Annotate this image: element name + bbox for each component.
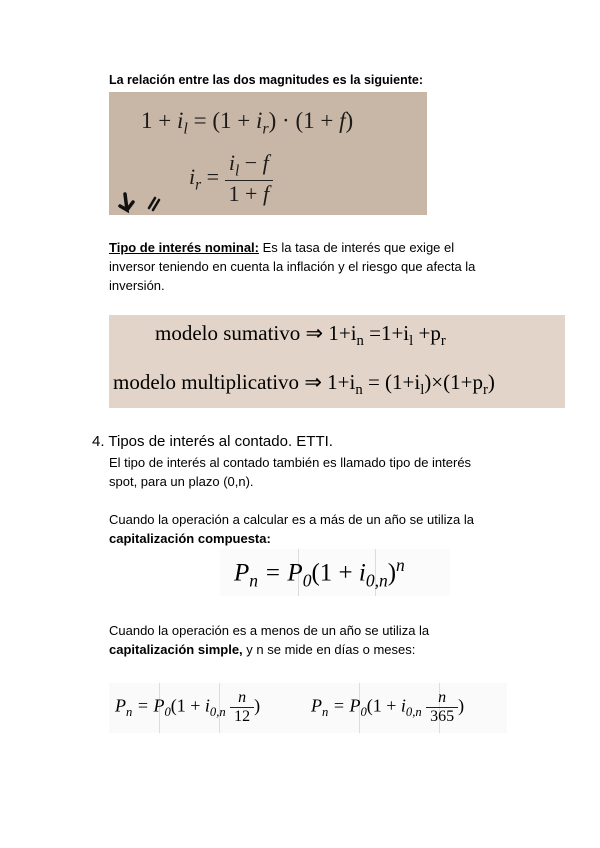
spot-rate-line1: El tipo de interés al contado también es llamado tipo de interés <box>109 455 472 470</box>
simple-intro-line1: Cuando la operación es a menos de un año se utiliza la <box>109 623 430 638</box>
real-rate-formula: $i_r$ = $\frac{i_l - f}{1 + f}$ <box>189 150 273 207</box>
compound-intro-bold: capitalización compuesta: <box>109 531 271 546</box>
real-interest-formula-image <box>109 92 427 215</box>
simple-capitalization-formula-image <box>109 683 507 733</box>
section-4-title: 4. Tipos de interés al contado. ETTI. <box>92 433 333 450</box>
simple-formula-days: $P_n = P_0(1 + i_{0,n}$ $\frac{n}{365}$ ) <box>311 689 465 725</box>
additive-model-formula: modelo sumativo ⇒ $1+i_n =1+i_l +p_r$ <box>155 321 446 350</box>
nominal-definition-line3: inversión. <box>109 278 165 293</box>
compound-intro-line1: Cuando la operación a calcular es a más de un año se utiliza la <box>109 512 474 527</box>
simple-intro-line2: capitalización simple, y n se mide en días o meses: <box>109 642 416 657</box>
nominal-definition-line1: Tipo de interés nominal: Es la tasa de interés que exige el <box>109 240 455 255</box>
nominal-definition-line2: inversor teniendo en cuenta la inflación y el riesgo que afecta la <box>109 259 476 274</box>
simple-formula-months: $P_n = P_0(1 + i_{0,n}$ $\frac{n}{12}$ ) <box>115 689 261 725</box>
compound-formula: $P_n = P_0(1 + i_{0,n})^n$ <box>234 555 405 591</box>
hand-drawn-marks <box>115 192 165 215</box>
fisher-equation: $1 + i_l = (1 + i_r) \cdot (1 + f)$ <box>141 108 354 138</box>
multiplicative-model-formula: modelo multiplicativo ⇒ $1+i_n = (1+i_l)\times(1+p_r)$ <box>113 370 495 399</box>
nominal-term: Tipo de interés nominal: <box>109 240 260 255</box>
relation-heading: La relación entre las dos magnitudes es la siguiente: <box>109 73 423 87</box>
spot-rate-line2: spot, para un plazo (0,n). <box>109 474 254 489</box>
compound-capitalization-formula-image <box>220 549 450 596</box>
nominal-models-image <box>109 315 565 408</box>
